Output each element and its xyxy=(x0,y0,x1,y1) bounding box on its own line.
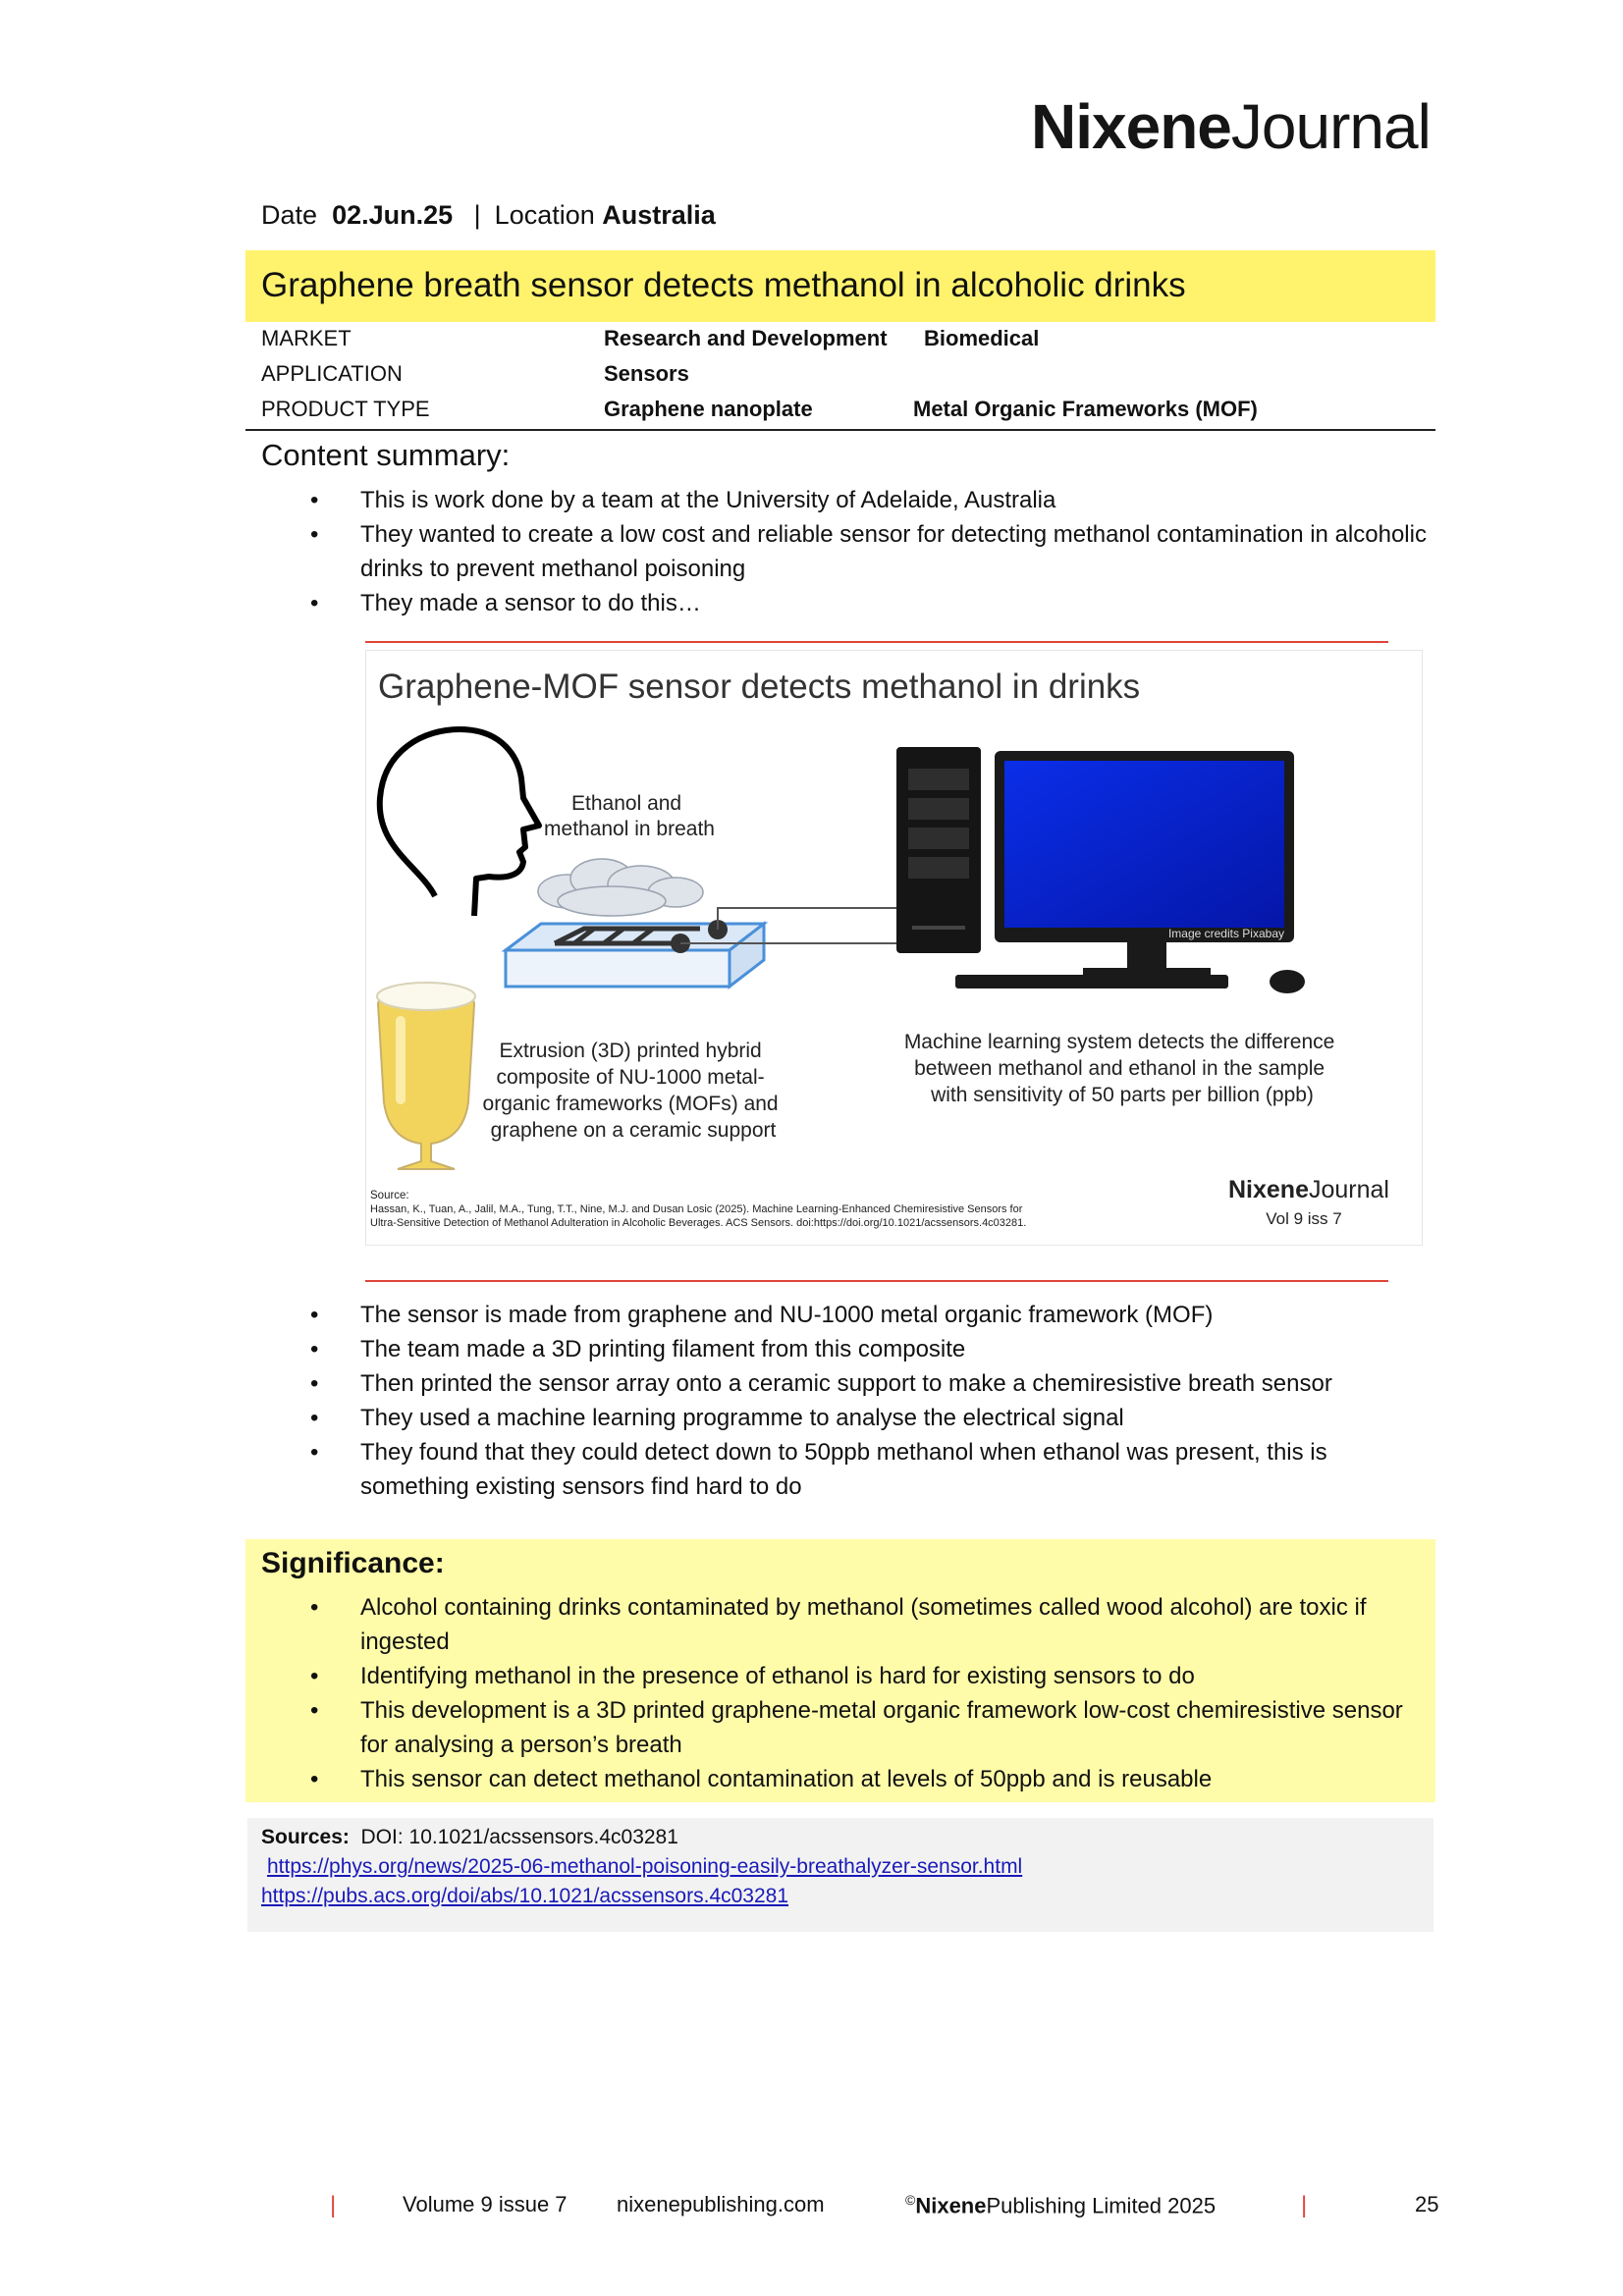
figure-source-line: Ultra-Sensitive Detection of Methanol Adulteration in Alcoholic Beverages. ACS Sensors. doi:https://doi.org/10.1021/acssensors.4c03281. xyxy=(370,1217,1027,1229)
meta-divider xyxy=(245,429,1435,431)
location-label: Location xyxy=(494,200,595,230)
figure-logo: NixeneJournal xyxy=(1228,1176,1389,1203)
meta-label-application: APPLICATION xyxy=(261,361,403,386)
meta-application-value: Sensors xyxy=(604,361,689,386)
sources-label: Sources: xyxy=(261,1826,350,1848)
source-link-acs[interactable]: https://pubs.acs.org/doi/abs/10.1021/acssensors.4c03281 xyxy=(261,1885,789,1907)
mouse-icon xyxy=(1270,970,1305,993)
keyboard-icon xyxy=(955,975,1228,988)
list-item: • This is work done by a team at the University of Adelaide, Australia xyxy=(261,483,1430,517)
significance-box xyxy=(245,1539,1435,1802)
breath-label: Ethanol and methanol in breath xyxy=(544,792,715,840)
detail-list xyxy=(261,1298,1430,1504)
sensor-slab-icon xyxy=(506,920,764,987)
image-credit: Image credits Pixabay xyxy=(1167,927,1284,940)
source-link-phys[interactable]: https://phys.org/news/2025-06-methanol-poisoning-easily-breathalyzer-sensor.html xyxy=(267,1855,1023,1878)
journal-masthead xyxy=(1031,90,1431,163)
beer-glass-icon xyxy=(377,983,475,1169)
meta-product-value-2: Metal Organic Frameworks (MOF) xyxy=(913,397,1258,421)
page-number: 25 xyxy=(1415,2192,1439,2216)
meta-market-value-2: Biomedical xyxy=(924,326,1040,350)
footer-copyright: ©NixenePublishing Limited 2025 xyxy=(905,2192,1217,2218)
footer-site: nixenepublishing.com xyxy=(617,2192,825,2216)
sources-doi: DOI: 10.1021/acssensors.4c03281 xyxy=(360,1826,678,1848)
breath-cloud-icon xyxy=(538,859,703,916)
meta-market-value-1: Research and Development xyxy=(604,326,888,350)
significance-list xyxy=(261,1590,1420,1796)
footer-bar-left: | xyxy=(330,2192,337,2218)
figure-source-label: Source: xyxy=(370,1190,409,1201)
list-item: • They used a machine learning programme to analyse the electrical signal xyxy=(261,1401,1430,1435)
list-item: • Then printed the sensor array onto a ceramic support to make a chemiresistive breath sensor xyxy=(261,1366,1430,1401)
monitor-icon xyxy=(995,751,1294,976)
figure-volume: Vol 9 iss 7 xyxy=(1266,1209,1342,1228)
figure-top-rule xyxy=(365,641,1388,643)
sources-doi-line xyxy=(261,1826,678,1849)
masthead-brand-light: Journal xyxy=(1230,91,1431,162)
location-value: Australia xyxy=(602,200,716,230)
meta-label-market: MARKET xyxy=(261,326,352,350)
date-value: 02.Jun.25 xyxy=(332,200,454,230)
date-label: Date xyxy=(261,200,318,230)
list-item: • The sensor is made from graphene and NU-1000 metal organic framework (MOF) xyxy=(261,1298,1430,1332)
masthead-brand-bold: Nixene xyxy=(1031,91,1231,162)
list-item: • They made a sensor to do this… xyxy=(261,586,1430,620)
list-item: • This sensor can detect methanol contamination at levels of 50ppb and is reusable xyxy=(261,1762,1420,1796)
summary-heading: Content summary: xyxy=(261,438,511,472)
computer-tower-icon xyxy=(896,747,981,953)
list-item: • They wanted to create a low cost and reliable sensor for detecting methanol contamination in alcoholic drinks to prevent methanol poisoning xyxy=(261,517,1430,586)
infographic-figure xyxy=(365,650,1423,1246)
dateline-separator: | xyxy=(473,200,481,230)
list-item: • Identifying methanol in the presence of ethanol is hard for existing sensors to do xyxy=(261,1659,1420,1693)
ml-label: Machine learning system detects the difference between methanol and ethanol in the sample with sensitivity of 50 parts per billion (ppb) xyxy=(903,1031,1335,1106)
head-silhouette-icon xyxy=(380,729,539,916)
list-item: • The team made a 3D printing filament from this composite xyxy=(261,1332,1430,1366)
article-title: Graphene breath sensor detects methanol in alcoholic drinks xyxy=(261,266,1186,304)
dateline xyxy=(261,200,716,231)
figure-title: Graphene-MOF sensor detects methanol in drinks xyxy=(378,667,1141,706)
figure-source-line: Hassan, K., Tuan, A., Jalil, M.A., Tung, T.T., Nine, M.J. and Dusan Losic (2025). Machine Learning-Enhanced Chemiresistive Sensors for xyxy=(370,1203,1023,1215)
list-item: • This development is a 3D printed graphene-metal organic framework low-cost chemiresistive sensor for analysing a person’s breath xyxy=(261,1693,1420,1762)
sensor-label: Extrusion (3D) printed hybrid composite of NU-1000 metal- organic frameworks (MOFs) and graphene on a ceramic support xyxy=(482,1040,779,1142)
figure-bottom-rule xyxy=(365,1280,1388,1282)
infographic-svg xyxy=(366,651,1422,1245)
significance-heading: Significance: xyxy=(261,1547,445,1579)
footer-bar-right: | xyxy=(1301,2192,1308,2218)
list-item: • Alcohol containing drinks contaminated by methanol (sometimes called wood alcohol) are toxic if ingested xyxy=(261,1590,1420,1659)
meta-label-product-type: PRODUCT TYPE xyxy=(261,397,430,421)
footer-volume: Volume 9 issue 7 xyxy=(403,2192,568,2216)
list-item: • They found that they could detect down to 50ppb methanol when ethanol was present, this is something existing sensors find hard to do xyxy=(261,1435,1430,1504)
summary-list xyxy=(261,483,1430,620)
sources-box xyxy=(247,1818,1434,1932)
article-title-bar xyxy=(245,250,1435,322)
meta-product-value-1: Graphene nanoplate xyxy=(604,397,813,421)
